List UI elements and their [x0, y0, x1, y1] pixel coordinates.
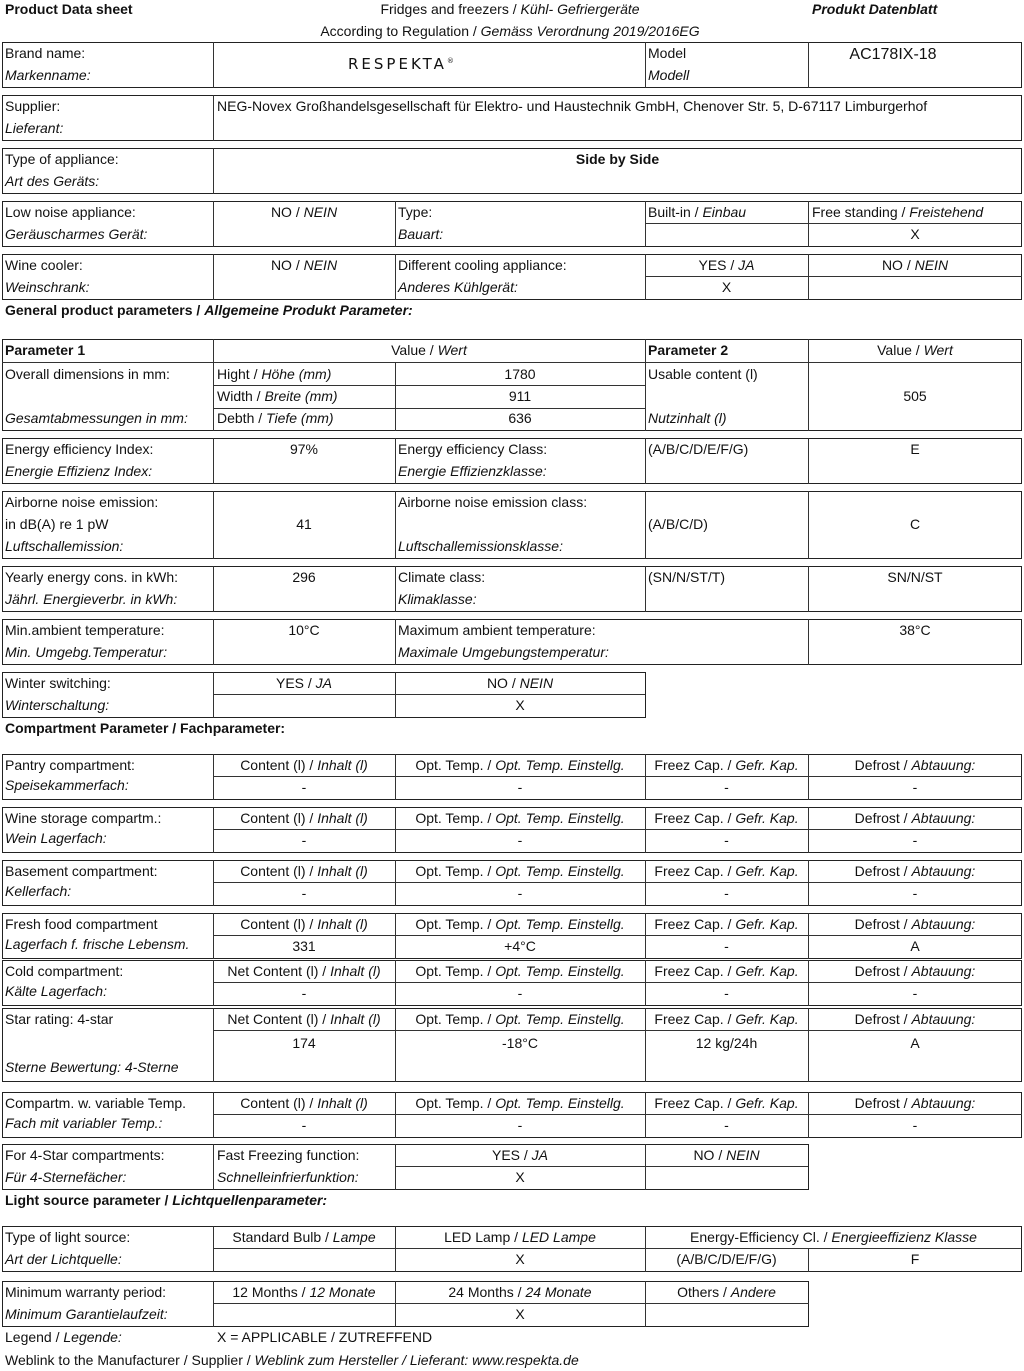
noise-emission-unit: in dB(A) re 1 pW [5, 516, 109, 532]
opt-temp-value: - [517, 885, 523, 901]
header-category: Fridges and freezers / Kühl- Gefriergeräte [380, 1, 640, 17]
wine-cooler-value: NO / NEIN [270, 257, 338, 273]
brand-label-de: Markenname: [5, 67, 91, 83]
appliance-value: Side by Side [575, 151, 660, 167]
weblink[interactable]: Weblink to the Manufacturer / Supplier / Weblink zum Hersteller / Lieferant: www.respekta.de [5, 1352, 579, 1368]
type-label-de: Bauart: [398, 226, 444, 242]
width-value: 911 [508, 388, 532, 404]
led-lamp-mark: X [515, 1251, 525, 1267]
compartment-name-de: Speisekammerfach: [5, 777, 129, 793]
brand-label: Brand name: [5, 45, 86, 61]
freez-cap-value: - [724, 938, 729, 954]
param1-header: Parameter 1 [5, 342, 86, 358]
content-value: - [301, 779, 307, 795]
warranty-24-months: 24 Months / 24 Monate [448, 1284, 592, 1300]
freez-cap-header: Freez Cap. / Gefr. Kap. [654, 1011, 799, 1027]
different-cooling-no: NO / NEIN [881, 257, 949, 273]
different-cooling-label: Different cooling appliance: [398, 257, 567, 273]
max-temp-label-de: Maximale Umgebungstemperatur: [398, 644, 609, 660]
climate-class-scale: (SN/N/ST/T) [648, 569, 725, 585]
freez-cap-value: - [724, 779, 729, 795]
winter-no: NO / NEIN [486, 675, 554, 691]
yearly-energy-label-de: Jährl. Energieverbr. in kWh: [5, 591, 178, 607]
freez-cap-value: - [724, 832, 729, 848]
warranty-12-months: 12 Months / 12 Monate [232, 1284, 376, 1300]
content-value: - [301, 985, 307, 1001]
content-header: Net Content (l) / Inhalt (l) [227, 1011, 381, 1027]
model-label: Model [648, 45, 687, 61]
freez-cap-value: - [724, 885, 729, 901]
noise-emission-label: Airborne noise emission: [5, 494, 159, 510]
content-header: Content (l) / Inhalt (l) [240, 916, 368, 932]
defrost-value: A [910, 1035, 920, 1051]
different-cooling-label-de: Anderes Kühlgerät: [398, 279, 518, 295]
light-efficiency-value: F [910, 1251, 920, 1267]
max-temp-value: 38°C [899, 622, 931, 638]
fast-freezing-label-de: Schnelleinfrierfunktion: [217, 1169, 359, 1185]
legend-label: Legend / Legende: [5, 1329, 122, 1345]
opt-temp-value: +4°C [504, 938, 536, 954]
opt-temp-header: Opt. Temp. / Opt. Temp. Einstellg. [415, 757, 625, 773]
usable-content-value: 505 [903, 388, 927, 404]
defrost-header: Defrost / Abtauung: [854, 810, 976, 826]
model-value: AC178IX-18 [849, 46, 937, 63]
free-standing-label: Free standing / Freistehend [812, 204, 984, 220]
light-heading: Light source parameter / Lichtquellenparameter: [5, 1192, 328, 1208]
light-efficiency-scale: (A/B/C/D/E/F/G) [676, 1251, 777, 1267]
compartment-name: Compartm. w. variable Temp. [5, 1095, 187, 1111]
fast-freezing-label: Fast Freezing function: [217, 1147, 360, 1163]
light-efficiency-label: Energy-Efficiency Cl. / Energieeffizienz Klasse [690, 1229, 977, 1245]
noise-emission-label-de: Luftschallemission: [5, 538, 124, 554]
four-star-label-de: Für 4-Sternefächer: [5, 1169, 127, 1185]
eei-label-de: Energie Effizienz Index: [5, 463, 153, 479]
noise-class-label-de: Luftschallemissionsklasse: [398, 538, 563, 554]
height-value: 1780 [504, 366, 536, 382]
light-type-label-de: Art der Lichtquelle: [5, 1251, 122, 1267]
noise-class-label: Airborne noise emission class: [398, 494, 588, 510]
type-label: Type: [398, 204, 433, 220]
dimensions-label-de: Gesamtabmessungen in mm: [5, 410, 188, 426]
light-type-label: Type of light source: [5, 1229, 131, 1245]
eec-label: Energy efficiency Class: [398, 441, 548, 457]
opt-temp-header: Opt. Temp. / Opt. Temp. Einstellg. [415, 863, 625, 879]
defrost-value: - [912, 1117, 918, 1133]
compartment-name-de: Lagerfach f. frische Lebensm. [5, 936, 190, 952]
content-value: 174 [292, 1035, 316, 1051]
compartment-name-de: Kellerfach: [5, 883, 72, 899]
defrost-value: - [912, 779, 918, 795]
depth-label: Debth / Tiefe (mm) [217, 410, 334, 426]
noise-class-value: C [909, 516, 921, 532]
supplier-label: Supplier: [5, 98, 61, 114]
compartment-name: Fresh food compartment [5, 916, 158, 932]
freez-cap-value: - [724, 985, 729, 1001]
compartment-heading: Compartment Parameter / Fachparameter: [5, 720, 286, 736]
value-header-1: Value / Wert [391, 342, 467, 358]
four-star-label: For 4-Star compartments: [5, 1147, 165, 1163]
param2-header: Parameter 2 [648, 342, 729, 358]
defrost-value: - [912, 985, 918, 1001]
wine-cooler-label: Wine cooler: [5, 257, 83, 273]
warranty-others: Others / Andere [677, 1284, 776, 1300]
compartment-name-de: Sterne Bewertung: 4-Sterne [5, 1059, 179, 1075]
fast-freezing-no: NO / NEIN [693, 1147, 760, 1163]
low-noise-value: NO / NEIN [270, 204, 338, 220]
winter-label: Winter switching: [5, 675, 111, 691]
defrost-header: Defrost / Abtauung: [854, 1095, 976, 1111]
freez-cap-value: 12 kg/24h [695, 1035, 758, 1051]
freez-cap-header: Freez Cap. / Gefr. Kap. [654, 916, 799, 932]
defrost-value: - [912, 832, 918, 848]
header-regulation: According to Regulation / Gemäss Verordnung 2019/2016EG [320, 23, 700, 39]
content-value: - [301, 832, 307, 848]
compartment-name: Wine storage compartm.: [5, 810, 162, 826]
eec-label-de: Energie Effizienzklasse: [398, 463, 547, 479]
opt-temp-header: Opt. Temp. / Opt. Temp. Einstellg. [415, 810, 625, 826]
eec-scale: (A/B/C/D/E/F/G) [648, 441, 749, 457]
compartment-name-de: Kälte Lagerfach: [5, 983, 107, 999]
content-header: Content (l) / Inhalt (l) [240, 863, 368, 879]
defrost-header: Defrost / Abtauung: [854, 863, 976, 879]
different-cooling-yes: YES / JA [698, 257, 755, 273]
low-noise-label: Low noise appliance: [5, 204, 136, 220]
appliance-label: Type of appliance: [5, 151, 119, 167]
yearly-energy-value: 296 [292, 569, 316, 585]
warranty-24-mark: X [515, 1306, 525, 1322]
fast-freezing-yes: YES / JA [491, 1147, 549, 1163]
defrost-value: A [910, 938, 920, 954]
wine-cooler-label-de: Weinschrank: [5, 279, 90, 295]
eec-value: E [910, 441, 920, 457]
content-value: - [301, 885, 307, 901]
dimensions-label: Overall dimensions in mm: [5, 366, 170, 382]
content-value: - [301, 1117, 307, 1133]
sheet-title: Product Data sheet [5, 1, 133, 17]
standard-bulb-label: Standard Bulb / Lampe [232, 1229, 376, 1245]
compartment-name: Pantry compartment: [5, 757, 135, 773]
min-temp-value: 10°C [288, 622, 320, 638]
model-label-de: Modell [648, 67, 690, 83]
freez-cap-header: Freez Cap. / Gefr. Kap. [654, 1095, 799, 1111]
supplier-label-de: Lieferant: [5, 120, 64, 136]
compartment-name: Basement compartment: [5, 863, 158, 879]
compartment-name: Cold compartment: [5, 963, 124, 979]
opt-temp-value: - [517, 985, 523, 1001]
climate-class-label: Climate class: [398, 569, 486, 585]
opt-temp-header: Opt. Temp. / Opt. Temp. Einstellg. [415, 916, 625, 932]
compartment-name-de: Fach mit variabler Temp.: [5, 1115, 163, 1131]
winter-label-de: Winterschaltung: [5, 697, 110, 713]
content-value: 331 [292, 938, 316, 954]
value-header-2: Value / Wert [877, 342, 953, 358]
led-lamp-label: LED Lamp / LED Lampe [444, 1229, 596, 1245]
opt-temp-value: - [517, 779, 523, 795]
warranty-label: Minimum warranty period: [5, 1284, 167, 1300]
general-heading: General product parameters / Allgemeine Produkt Parameter: [5, 302, 413, 318]
max-temp-label: Maximum ambient temperature: [398, 622, 596, 638]
sheet-title-de: Produkt Datenblatt [812, 1, 938, 17]
eei-value: 97% [289, 441, 319, 457]
legend-text: X = APPLICABLE / ZUTREFFEND [217, 1329, 433, 1345]
defrost-header: Defrost / Abtauung: [854, 1011, 976, 1027]
free-standing-mark: X [910, 226, 920, 242]
noise-class-scale: (A/B/C/D) [648, 516, 708, 532]
warranty-label-de: Minimum Garantielaufzeit: [5, 1306, 168, 1322]
content-header: Content (l) / Inhalt (l) [240, 757, 368, 773]
opt-temp-value: - [517, 832, 523, 848]
defrost-header: Defrost / Abtauung: [854, 916, 976, 932]
depth-value: 636 [508, 410, 532, 426]
appliance-label-de: Art des Geräts: [5, 173, 100, 189]
low-noise-label-de: Geräuscharmes Gerät: [5, 226, 148, 242]
compartment-name-de: Wein Lagerfach: [5, 830, 107, 846]
fast-freezing-mark: X [515, 1169, 525, 1185]
defrost-value: - [912, 885, 918, 901]
winter-mark: X [515, 697, 525, 713]
compartment-name: Star rating: 4-star [5, 1011, 114, 1027]
supplier-value: NEG-Novex Großhandelsgesellschaft für Elektro- und Haustechnik GmbH, Chenover Str. 5, D-67117 Limburgerhof [217, 98, 928, 114]
height-label: Hight / Höhe (mm) [217, 366, 332, 382]
yearly-energy-label: Yearly energy cons. in kWh: [5, 569, 179, 585]
opt-temp-value: -18°C [502, 1035, 538, 1051]
min-temp-label: Min.ambient temperature: [5, 622, 165, 638]
freez-cap-header: Freez Cap. / Gefr. Kap. [654, 863, 799, 879]
climate-class-value: SN/N/ST [887, 569, 943, 585]
built-in-label: Built-in / Einbau [648, 204, 747, 220]
climate-class-label-de: Klimaklasse: [398, 591, 477, 607]
usable-content-label: Usable content (l) [648, 366, 758, 382]
content-header: Content (l) / Inhalt (l) [240, 810, 368, 826]
opt-temp-value: - [517, 1117, 523, 1133]
usable-content-label-de: Nutzinhalt (l) [648, 410, 727, 426]
defrost-header: Defrost / Abtauung: [854, 757, 976, 773]
winter-yes: YES / JA [275, 675, 333, 691]
different-cooling-mark: X [721, 279, 732, 295]
content-header: Net Content (l) / Inhalt (l) [227, 963, 381, 979]
defrost-header: Defrost / Abtauung: [854, 963, 976, 979]
freez-cap-value: - [724, 1117, 729, 1133]
eei-label: Energy efficiency Index: [5, 441, 154, 457]
freez-cap-header: Freez Cap. / Gefr. Kap. [654, 810, 799, 826]
width-label: Width / Breite (mm) [217, 388, 338, 404]
min-temp-label-de: Min. Umgebg.Temperatur: [5, 644, 168, 660]
opt-temp-header: Opt. Temp. / Opt. Temp. Einstellg. [415, 963, 625, 979]
noise-emission-value: 41 [296, 516, 312, 532]
content-header: Content (l) / Inhalt (l) [240, 1095, 368, 1111]
brand-logo: RESPEKTA® [348, 55, 454, 73]
opt-temp-header: Opt. Temp. / Opt. Temp. Einstellg. [415, 1011, 625, 1027]
freez-cap-header: Freez Cap. / Gefr. Kap. [654, 757, 799, 773]
opt-temp-header: Opt. Temp. / Opt. Temp. Einstellg. [415, 1095, 625, 1111]
freez-cap-header: Freez Cap. / Gefr. Kap. [654, 963, 799, 979]
